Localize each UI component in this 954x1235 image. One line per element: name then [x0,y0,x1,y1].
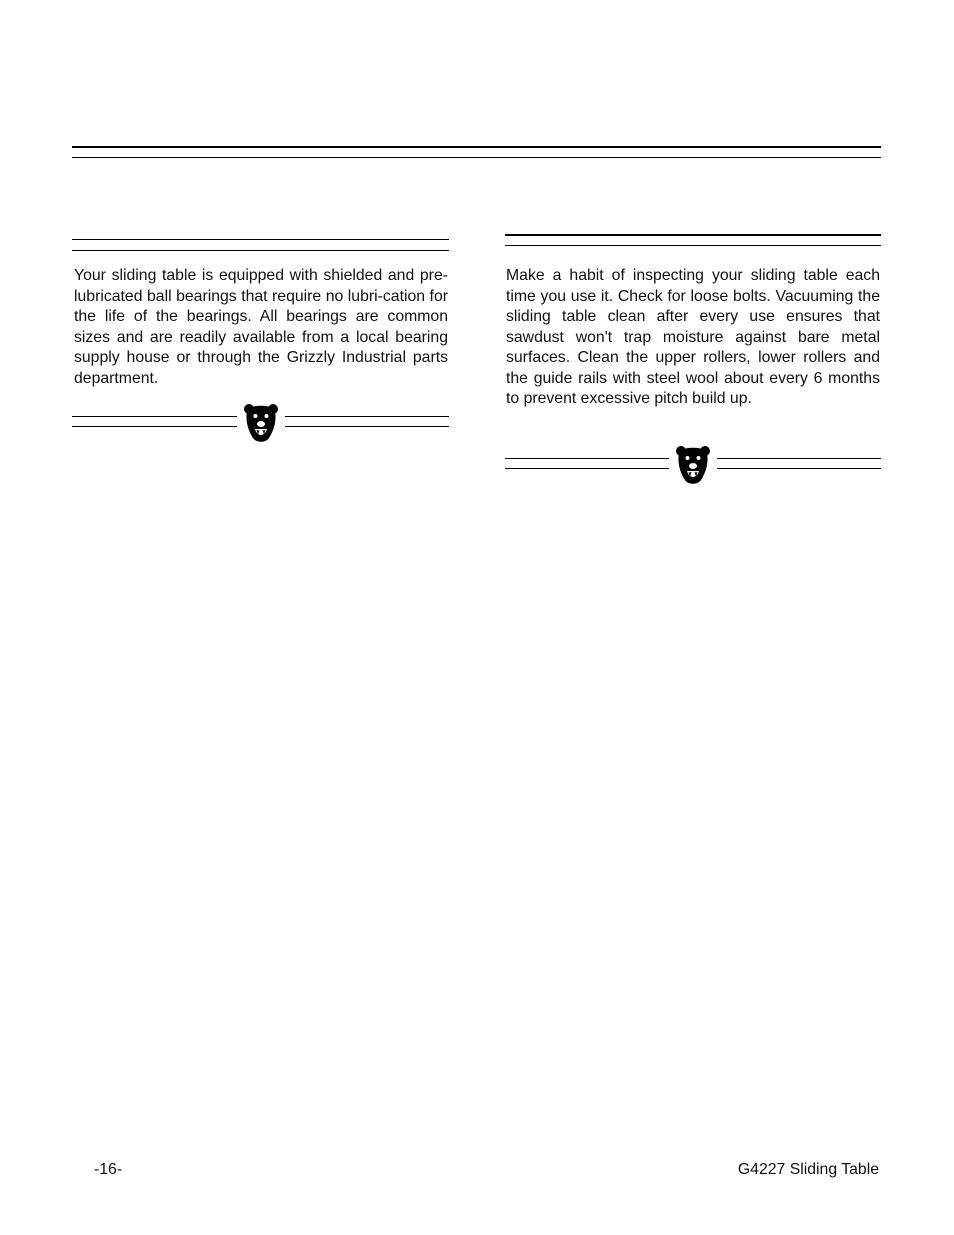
document-title: G4227 Sliding Table [737,1161,879,1178]
divider-line-upper [72,416,237,417]
divider-line-upper [285,416,449,417]
header-rule-thin [72,157,881,158]
left-section-rule-bottom [72,250,449,251]
divider-line-lower [72,426,237,427]
header-rule-thick [72,146,881,148]
divider-line-lower [505,468,669,469]
bear-head-icon [675,444,711,486]
divider-line-upper [717,458,881,459]
right-section-rule-top [505,234,881,236]
page-number: -16- [94,1161,123,1178]
divider-line-upper [505,458,669,459]
bear-head-icon [243,402,279,444]
right-body-text: Make a habit of inspecting your sliding table each time you use it. Check for loose bolts. Vacuuming the sliding table clean after every use ensures that sawdust won't trap moisture against bare metal surfaces. Clean the upper rollers, lower rollers and the guide rails with steel wool about every 6 months to prevent excessive pitch build up. [506,267,880,407]
right-section-rule-bottom [505,245,881,246]
right-section-end-divider [505,444,881,486]
divider-line-lower [717,468,881,469]
left-body-text: Your sliding table is equipped with shielded and pre-lubricated ball bearings that require no lubri-cation for the life of the bearings. All bearings are common sizes and are readily available from a local bearing supply house or through the Grizzly Industrial parts department. [74,267,448,387]
left-section-rule-top [72,239,449,240]
left-section-end-divider [72,402,449,444]
divider-line-lower [285,426,449,427]
